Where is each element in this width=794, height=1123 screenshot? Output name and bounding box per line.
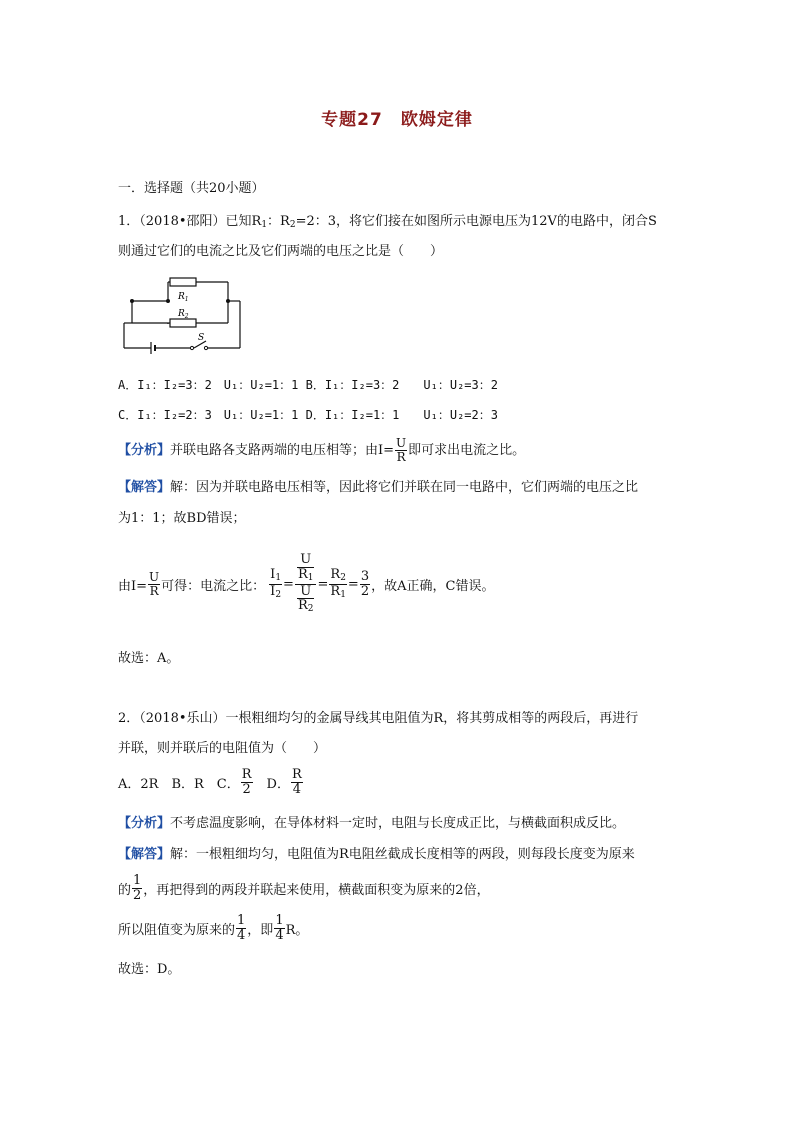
- answer-tag: 【解答】: [118, 847, 171, 862]
- q2-stem-line1: 2．（2018•乐山）一根粗细均匀的金属导线其电阻值为R，将其剪成相等的两段后，再进行: [118, 711, 639, 726]
- q2-answer-line1: 【解答】解：一根粗细均匀，电阻值为R电阻丝截成长度相等的两段，则每段长度变为原来: [118, 847, 635, 862]
- q1-options-row1: [118, 376, 498, 393]
- analysis-tag: 【分析】: [118, 443, 171, 458]
- resistor-r1-icon: [170, 278, 196, 286]
- q1-choice: 故选：A。: [118, 651, 180, 666]
- q2-answer-line3: 所以阻值变为原来的 $\frac{1}{4}$ ，即 $\frac{1}{4}$ R。: [118, 912, 309, 943]
- q1-stem-line1: 1．（2018•邵阳）已知$R_1$：$R_2=2$：3，将它们接在如图所示电源电压为12V的电路中，闭合S: [118, 214, 657, 230]
- page-title: 专题27 欧姆定律: [321, 110, 473, 130]
- q1-options-row2: [118, 406, 498, 423]
- q1-stem-line2: 则通过它们的电流之比及它们两端的电压之比是（ ）: [118, 244, 444, 259]
- q1-formula: 由I= $\frac{U}{R}$ 可得：电流之比： $\frac{I_1}{I_2}$ = U $R_1$ U $R_2$ = $\frac{R_2}{R_1}$ = $\frac{3}{2}$ ，故A正确，C错误。: [118, 552, 495, 615]
- q1-answer-line2: 为1：1；故BD错误；: [118, 511, 246, 526]
- q1-option-a: A．I₁：I₂=3：2 U₁：U₂=1：1: [118, 378, 299, 392]
- q2-answer-line2: 的 $\frac{1}{2}$ ，再把得到的两段并联起来使用，横截面积变为原来的2倍，: [118, 872, 490, 903]
- q1-answer-line1: 【解答】解：因为并联电路电压相等，因此将它们并联在同一电路中，它们两端的电压之比: [118, 480, 639, 495]
- q1-option-c: C．I₁：I₂=2：3 U₁：U₂=1：1: [118, 408, 299, 422]
- q1-option-b: B．I₁：I₂=3：2 U₁：U₂=3：2: [305, 378, 498, 392]
- analysis-tag: 【分析】: [118, 816, 171, 831]
- q2-stem-line2: 并联，则并联后的电阻值为（ ）: [118, 741, 327, 756]
- label-switch: S: [198, 333, 205, 343]
- label-r1: $R_1$: [178, 292, 189, 303]
- resistor-r2-icon: [170, 319, 196, 327]
- section-heading: 一．选择题（共20小题）: [118, 181, 265, 196]
- q2-choice: 故选：D。: [118, 962, 181, 977]
- answer-tag: 【解答】: [118, 480, 171, 495]
- q2-analysis: 【分析】不考虑温度影响，在导体材料一定时，电阻与长度成正比，与横截面积成反比。: [118, 816, 626, 831]
- q1-analysis: 【分析】并联电路各支路两端的电压相等；由I= $\frac{U}{R}$ 即可求出电流之比。: [118, 436, 526, 464]
- circuit-diagram: [118, 268, 248, 356]
- q2-options: A．2R B．R C． $\frac{R}{2}$ D． $\frac{R}{4}$: [118, 766, 302, 797]
- label-r2: $R_2$: [178, 309, 189, 320]
- q1-option-d: D．I₁：I₂=1：1 U₁：U₂=2：3: [305, 408, 498, 422]
